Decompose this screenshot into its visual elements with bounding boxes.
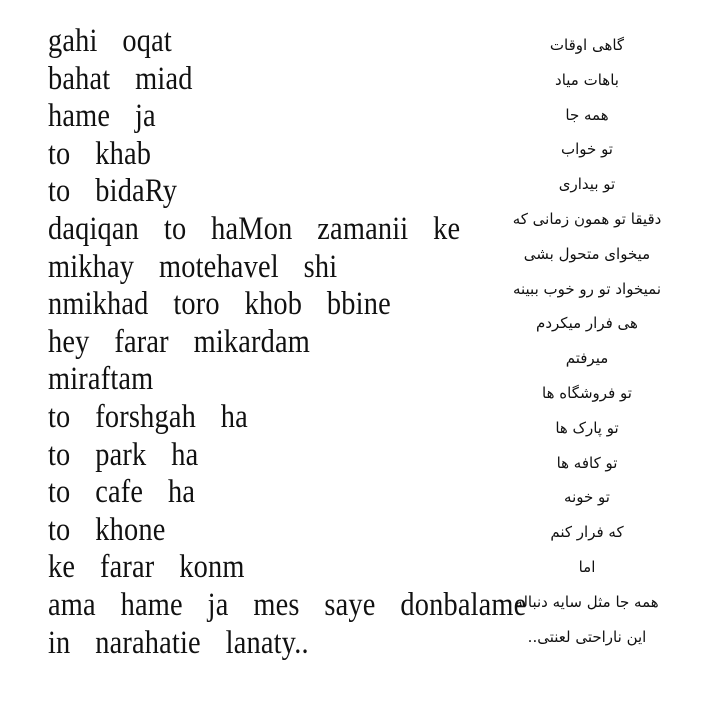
persian-line: گاهی اوقات: [549, 36, 625, 54]
persian-line: اما: [578, 557, 596, 576]
latin-line: to khab: [48, 135, 152, 172]
persian-line: همه جا مثل سایه دنباله: [515, 592, 659, 611]
persian-line: دقیقا تو همون زمانی که: [512, 209, 662, 228]
latin-line: to park ha: [48, 436, 199, 473]
latin-line: ama hame ja mes saye donbalame: [48, 586, 527, 623]
latin-line: miraftam: [48, 361, 154, 398]
persian-line: میرفتم: [565, 349, 609, 368]
persian-line: تو بیداری: [558, 175, 616, 194]
persian-line: تو پارک ها: [555, 418, 619, 437]
transliteration-column: [48, 23, 527, 662]
latin-line: to khone: [48, 511, 166, 548]
persian-line: این ناراحتی لعنتی..: [527, 627, 647, 646]
persian-line: باهات میاد: [555, 70, 619, 89]
persian-line: تو کافه ها: [556, 453, 618, 472]
latin-line: ke farar konm: [48, 549, 245, 586]
persian-line: تو خونه: [564, 488, 610, 507]
latin-line: hey farar mikardam: [48, 323, 311, 360]
latin-line: daqiqan to haMon zamanii ke: [48, 210, 461, 247]
persian-column: [492, 28, 682, 654]
latin-line: nmikhad toro khob bbine: [48, 286, 391, 323]
persian-line: تو فروشگاه ها: [542, 383, 632, 402]
latin-line: hame ja: [48, 98, 156, 135]
latin-line: bahat miad: [48, 60, 193, 97]
persian-line: تو خواب: [560, 140, 613, 159]
persian-line: نمیخواد تو رو خوب ببینه: [512, 279, 662, 298]
latin-line: to cafe ha: [48, 474, 196, 511]
persian-line: هی فرار میکردم: [536, 314, 638, 333]
latin-line: in narahatie lanaty..: [48, 624, 309, 661]
persian-line: میخوای متحول بشی: [523, 244, 651, 263]
latin-line: to forshgah ha: [48, 398, 248, 435]
latin-line: mikhay motehavel shi: [48, 248, 338, 285]
latin-line: gahi oqat: [48, 23, 172, 59]
persian-line: همه جا: [565, 105, 609, 124]
persian-line: که فرار کنم: [550, 523, 624, 542]
latin-line: to bidaRy: [48, 173, 178, 210]
